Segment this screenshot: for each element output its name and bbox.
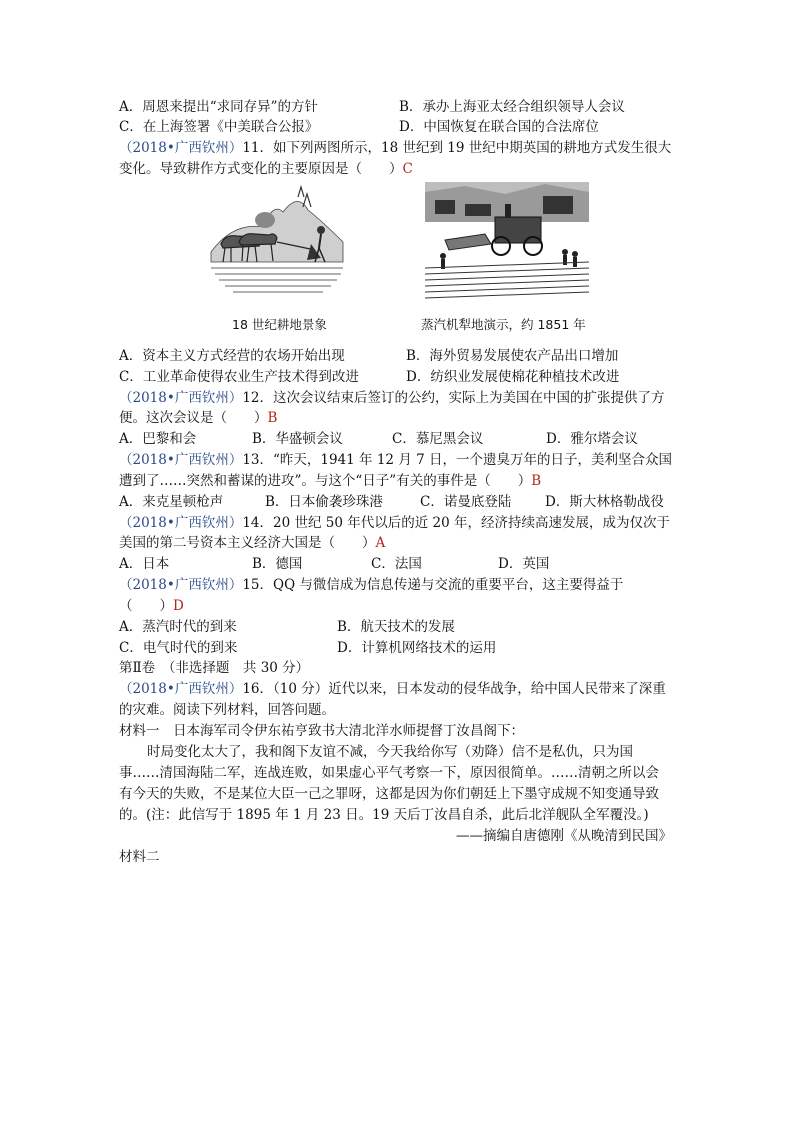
material1-line3: 有今天的失败，不是某位大臣一己之罪呀，这都是因为你们朝廷上下墨守成规不知变通导致 <box>119 786 659 802</box>
figure2-caption: 蒸汽机犁地演示，约 1851 年 <box>421 317 586 332</box>
material1-line2: 事……清国海陆二军，连战连败，如果虚心平气考察一下，原因很简单。……清朝之所以会 <box>119 765 659 781</box>
q14-stem-line1: （2018•广西钦州）14．20 世纪 50 年代以后的近 20 年，经济持续高速发展，成为仅次于 <box>119 515 670 531</box>
q15-answer: D <box>173 598 184 614</box>
q16-stem-line1: （2018•广西钦州）16．（10 分）近代以来，日本发动的侵华战争，给中国人民带来了深重 <box>119 681 666 697</box>
q13-source: （2018•广西钦州） <box>119 452 243 468</box>
material1-source: ——摘编自唐德刚《从晚清到民国》 <box>456 828 672 844</box>
q15-option-c: C．电气时代的到来 <box>119 640 238 656</box>
q11-stem-line1: （2018•广西钦州）11．如下列两图所示，18 世纪到 19 世纪中期英国的耕地方式发生很大 <box>119 140 672 156</box>
q12-option-a: A．巴黎和会 <box>119 431 197 447</box>
figure-steam-ploughing <box>425 182 589 300</box>
q12-option-b: B．华盛顿会议 <box>252 431 343 447</box>
q14-option-d: D．英国 <box>498 556 550 572</box>
q15-option-b: B．航天技术的发展 <box>337 619 455 635</box>
q12-option-c: C．慕尼黑会议 <box>392 431 484 447</box>
q14-source: （2018•广西钦州） <box>119 515 243 531</box>
q10-option-d: D．中国恢复在联合国的合法席位 <box>399 119 599 135</box>
material1-line4: 的。(注：此信写于 1895 年 1 月 23 日。19 天后丁汝昌自杀，此后北洋舰队全军覆没。) <box>119 807 649 823</box>
q14-option-a: A．日本 <box>119 556 170 572</box>
q12-source: （2018•广西钦州） <box>119 390 243 406</box>
q14-stem-line2: 美国的第二号资本主义经济大国是（ ）A <box>119 535 386 551</box>
q13-option-b: B．日本偷袭珍珠港 <box>265 494 383 510</box>
material1-title: 材料一 日本海军司令伊东祐亨致书大清北洋水师提督丁汝昌阁下： <box>119 723 524 739</box>
q11-option-b: B．海外贸易发展使农产品出口增加 <box>406 348 619 364</box>
q13-option-c: C．诺曼底登陆 <box>420 494 512 510</box>
q11-option-a: A．资本主义方式经营的农场开始出现 <box>119 348 345 364</box>
q10-option-c: C．在上海签署《中美联合公报》 <box>119 119 319 135</box>
q11-option-d: D．纺织业发展使棉花种植技术改进 <box>406 369 620 385</box>
q10-option-b: B．承办上海亚太经合组织领导人会议 <box>399 99 625 115</box>
q15-option-a: A．蒸汽时代的到来 <box>119 619 237 635</box>
q16-stem-line2: 的灾难。阅读下列材料，回答问题。 <box>119 702 335 718</box>
q10-option-a: A．周恩来提出“求同存异”的方针 <box>119 99 319 115</box>
q15-stem-line1: （2018•广西钦州）15．QQ 与微信成为信息传递与交流的重要平台，这主要得益于 <box>119 577 624 593</box>
q11-source: （2018•广西钦州） <box>119 140 243 156</box>
section-title-part2: 第Ⅱ卷 （非选择题 共 30 分） <box>119 660 310 676</box>
q15-option-d: D．计算机网络技术的运用 <box>337 640 497 656</box>
material2-title: 材料二 <box>119 849 160 865</box>
q12-stem-line1: （2018•广西钦州）12．这次会议结束后签订的公约，实际上为美国在中国的扩张提供了方 <box>119 390 665 406</box>
q12-stem-line2: 便。这次会议是（ ）B <box>119 410 278 426</box>
figure-horse-ploughing <box>203 182 351 300</box>
material1-line1: 时局变化太大了，我和阁下友谊不减，今天我给你写（劝降）信不是私仇，只为国 <box>147 744 633 760</box>
q15-stem-line2: （ ）D <box>119 598 184 614</box>
q14-option-b: B．德国 <box>252 556 303 572</box>
q14-option-c: C．法国 <box>371 556 422 572</box>
q12-answer: B <box>267 410 278 426</box>
q15-source: （2018•广西钦州） <box>119 577 243 593</box>
figure1-caption: 18 世纪耕地景象 <box>232 317 327 332</box>
q11-option-c: C．工业革命使得农业生产技术得到改进 <box>119 369 359 385</box>
q16-source: （2018•广西钦州） <box>119 681 243 697</box>
q11-answer: C <box>402 161 413 177</box>
q13-option-a: A．来克星顿枪声 <box>119 494 224 510</box>
q13-answer: B <box>531 473 542 489</box>
q13-stem-line2: 遭到了……突然和蓄谋的进攻”。与这个“日子”有关的事件是（ ）B <box>119 473 542 489</box>
q13-option-d: D．斯大林格勒战役 <box>545 494 664 510</box>
q11-stem-line2: 变化。导致耕作方式变化的主要原因是（ ）C <box>119 161 413 177</box>
q14-answer: A <box>375 535 386 551</box>
horse-plough-illustration <box>203 182 351 300</box>
q13-stem-line1: （2018•广西钦州）13．“昨天，1941 年 12 月 7 日，一个遗臭万年的日子，美利坚合众国 <box>119 452 672 468</box>
q12-option-d: D．雅尔塔会议 <box>546 431 638 447</box>
steam-plough-illustration <box>425 182 589 300</box>
